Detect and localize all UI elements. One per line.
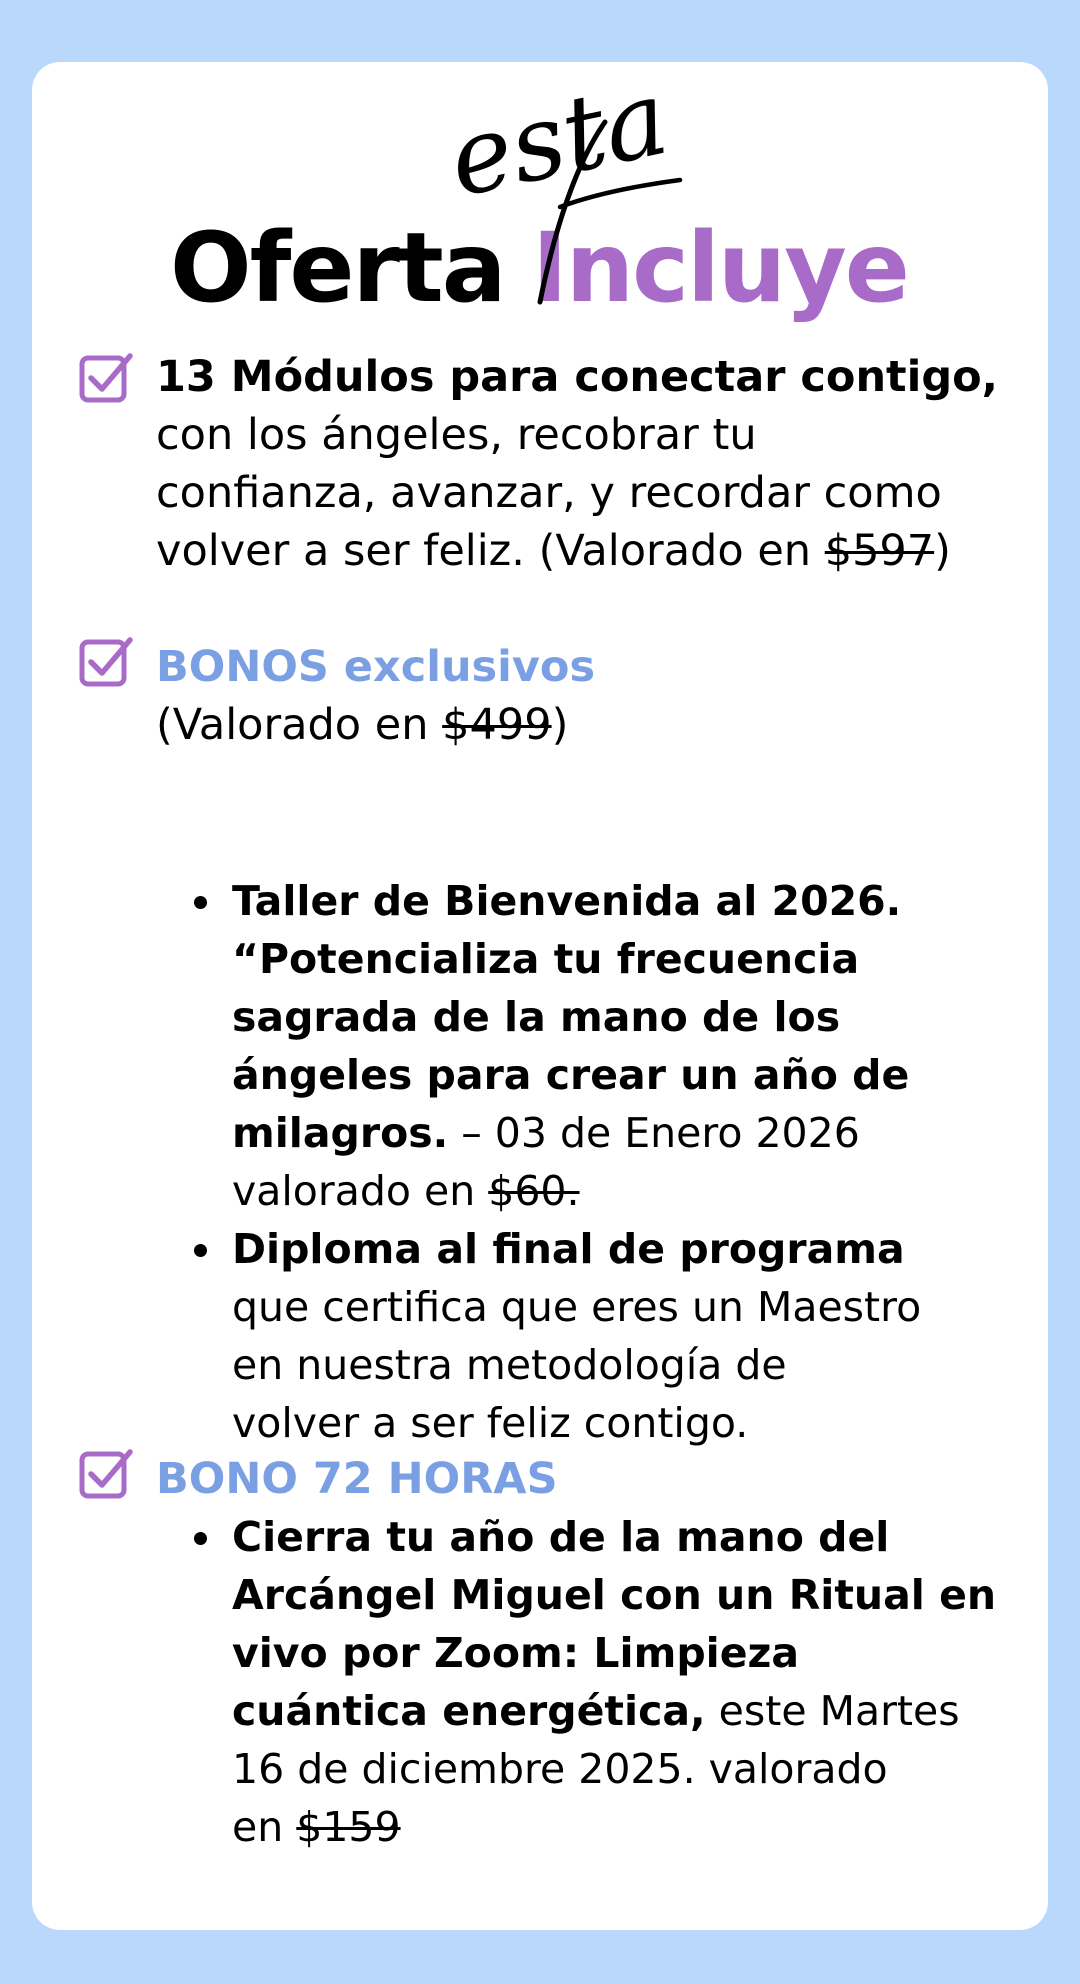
bullet-ritual-line: 16 de diciembre 2025. valorado (232, 1745, 888, 1793)
item-bonos-heading: BONOS exclusivos (156, 642, 596, 692)
item-modulos-price: $597 (824, 526, 935, 576)
item-bonos (156, 638, 1032, 754)
bullet-taller-bold: milagros. (232, 1109, 449, 1157)
title-word-oferta: Oferta (170, 212, 505, 324)
item-bono-72 (156, 1450, 1032, 1508)
item-modulos-line (156, 522, 1032, 580)
bullet-taller-line: “Potencializa tu frecuencia (232, 935, 860, 983)
checkbox-checked-icon (78, 632, 134, 688)
item-bonos-price: $499 (442, 700, 552, 750)
checkbox-checked-icon (78, 1444, 134, 1500)
item-bonos-text: (Valorado en (156, 700, 443, 750)
bullet-ritual-text: en (232, 1803, 297, 1851)
bullet-diploma-line: en nuestra metodología de (232, 1341, 787, 1389)
bullet-taller (232, 872, 1032, 1220)
bullet-diploma (232, 1220, 1032, 1452)
bullet-diploma-line: que certifica que eres un Maestro (232, 1283, 922, 1331)
bullet-ritual-price: $159 (296, 1803, 401, 1851)
bullet-dot (194, 896, 207, 909)
item-modulos-text: ) (934, 526, 951, 576)
bullet-taller-line (232, 1104, 1032, 1162)
bullet-ritual-line: Cierra tu año de la mano del (232, 1513, 890, 1561)
bullet-taller-price: $60. (488, 1167, 580, 1215)
title-script-esta: esta (438, 55, 678, 221)
bullet-dot (194, 1244, 207, 1257)
bullet-ritual-line: vivo por Zoom: Limpieza (232, 1629, 800, 1677)
offer-card (32, 55, 1048, 1930)
item-modulos-line: confianza, avanzar, y recordar como (156, 468, 942, 518)
bullet-taller-text: valorado en (232, 1167, 489, 1215)
bullet-diploma-title: Diploma al final de programa (232, 1225, 905, 1273)
item-bono-72-heading: BONO 72 HORAS (156, 1454, 558, 1504)
item-modulos (156, 348, 1032, 580)
checkbox-checked-icon (78, 348, 134, 404)
bullet-ritual (232, 1508, 1032, 1856)
item-modulos-text: volver a ser feliz. (Valorado en (156, 526, 825, 576)
bullet-ritual-line (232, 1682, 1032, 1740)
bullet-ritual-line: Arcángel Miguel con un Ritual en (232, 1571, 997, 1619)
script-flourish-decoration (510, 112, 710, 322)
bullet-taller-line: sagrada de la mano de los (232, 993, 841, 1041)
bullet-taller-line: ángeles para crear un año de (232, 1051, 910, 1099)
bullet-ritual-bold: cuántica energética, (232, 1687, 706, 1735)
bullet-taller-line (232, 1162, 1032, 1220)
bullet-ritual-text: este Martes (705, 1687, 960, 1735)
bullet-taller-line: Taller de Bienvenida al 2026. (232, 877, 902, 925)
item-bonos-value (156, 696, 1032, 754)
item-modulos-line: con los ángeles, recobrar tu (156, 410, 757, 460)
offer-title (32, 55, 1048, 324)
bullet-taller-date: – 03 de Enero 2026 (448, 1109, 860, 1157)
item-modulos-title: 13 Módulos para conectar contigo, (156, 352, 999, 402)
item-bonos-text: ) (551, 700, 569, 750)
bullet-ritual-line (232, 1798, 1032, 1856)
bullet-dot (194, 1532, 207, 1545)
bullet-diploma-line: volver a ser feliz contigo. (232, 1399, 749, 1447)
title-word-incluye: Incluye (532, 212, 908, 324)
